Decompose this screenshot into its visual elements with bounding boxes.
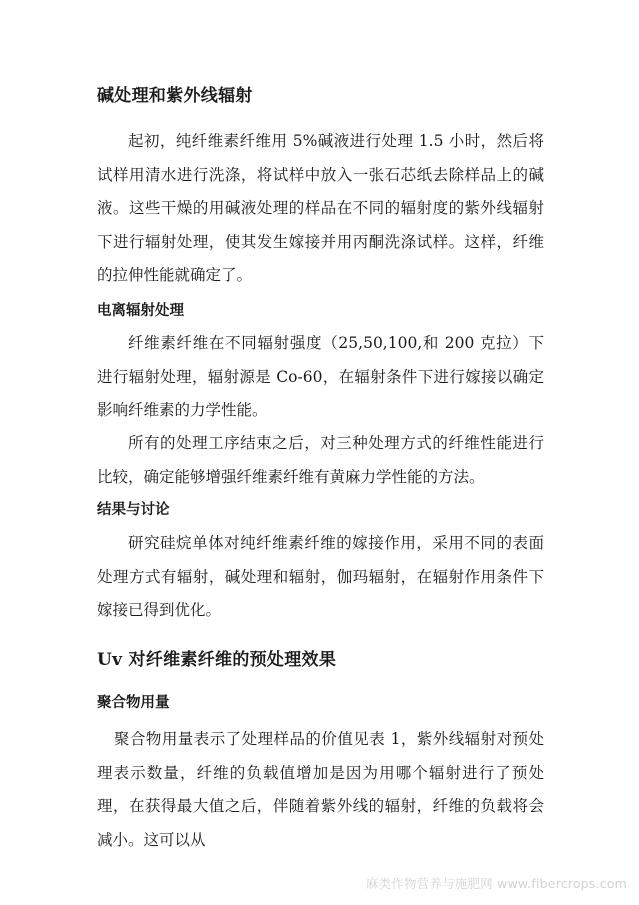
paragraph-polymer-loading: 聚合物用量表示了处理样品的价值见表 1，紫外线辐射对预处理表示数量，纤维的负载值增加是因为用哪个辐射进行了预处理，在获得最大值之后，伴随着紫外线的辐射，纤维的负载将会减小。这可以从 <box>97 730 544 849</box>
paragraph-ionizing-radiation: 纤维素纤维在不同辐射强度（25,50,100,和 200 克拉）下进行辐射处理，辐射源是 Co-60，在辐射条件下进行嫁接以确定影响纤维素的力学性能。 <box>97 334 544 419</box>
subsection-title-results: 结果与讨论 <box>97 501 170 518</box>
paragraph-results: 研究硅烷单体对纯纤维素纤维的嫁接作用，采用不同的表面处理方式有辐射，碱处理和辐射，伽玛辐射，在辐射作用条件下嫁接已得到优化。 <box>97 534 544 619</box>
section-title-uv-pretreatment: Uv 对纤维素纤维的预处理效果 <box>97 650 337 670</box>
section-title-alkali-uv: 碱处理和紫外线辐射 <box>97 86 253 106</box>
site-watermark: 麻类作物营养与施肥网 www.fibercrops.com <box>365 876 627 891</box>
paragraph-alkali-treatment: 起初，纯纤维素纤维用 5%碱液进行处理 1.5 小时，然后将试样用清水进行洗涤，将试样中放入一张石芯纸去除样品上的碱液。这些干燥的用碱液处理的样品在不同的辐射度的紫外线辐射下进行辐射处理，使其发生嫁接并用丙酮洗涤试样。这样，纤维的拉伸性能就确定了。 <box>97 132 544 284</box>
paragraph-comparison: 所有的处理工序结束之后，对三种处理方式的纤维性能进行比较，确定能够增强纤维素纤维有黄麻力学性能的方法。 <box>97 434 544 486</box>
subsection-title-ionizing-radiation: 电离辐射处理 <box>97 302 184 319</box>
subsection-title-polymer-loading: 聚合物用量 <box>97 694 170 711</box>
